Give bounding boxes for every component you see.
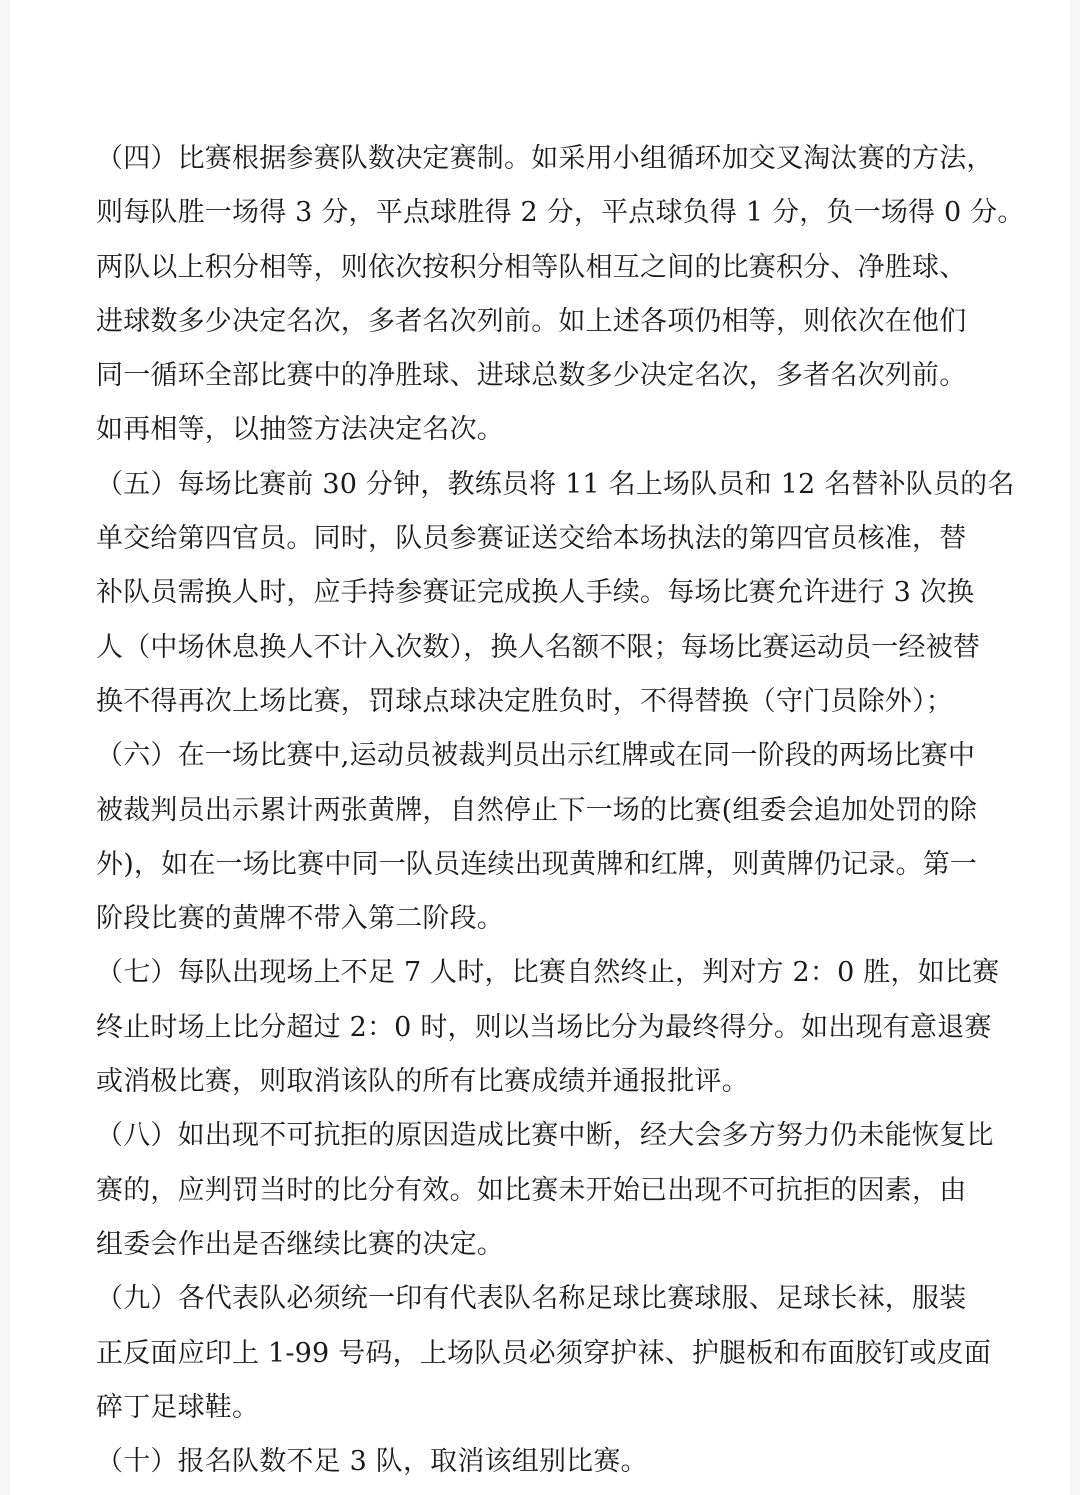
text-line: （八）如出现不可抗拒的原因造成比赛中断，经大会多方努力仍未能恢复比 (96, 1120, 994, 1152)
text-line: 同一循环全部比赛中的净胜球、进球总数多少决定名次，多者名次列前。 (96, 360, 967, 392)
text-line: 换不得再次上场比赛，罚球点球决定胜负时，不得替换（守门员除外）； (96, 685, 953, 717)
text-line: 单交给第四官员。同时，队员参赛证送交给本场执法的第四官员核准，替 (96, 523, 967, 555)
text-line: 则每队胜一场得 3 分，平点球胜得 2 分，平点球负得 1 分，负一场得 0 分。 (96, 197, 1025, 229)
text-line: 如再相等，以抽签方法决定名次。 (96, 414, 504, 446)
text-line: 组委会作出是否继续比赛的决定。 (96, 1228, 504, 1260)
text-line: 碎丁足球鞋。 (96, 1391, 260, 1423)
text-line: 终止时场上比分超过 2：0 时，则以当场比分为最终得分。如出现有意退赛 (96, 1011, 992, 1043)
document-page (10, 0, 1070, 1495)
text-line: （九）各代表队必须统一印有代表队名称足球比赛球服、足球长袜，服装 (96, 1283, 967, 1315)
text-line: 阶段比赛的黄牌不带入第二阶段。 (96, 903, 504, 935)
text-line: 被裁判员出示累计两张黄牌，自然停止下一场的比赛(组委会追加处罚的除 (96, 794, 978, 826)
text-line: 或消极比赛，则取消该队的所有比赛成绩并通报批评。 (96, 1066, 749, 1098)
text-line: 进球数多少决定名次，多者名次列前。如上述各项仍相等，则依次在他们 (96, 305, 967, 337)
text-line: （六）在一场比赛中,运动员被裁判员出示红牌或在同一阶段的两场比赛中 (96, 740, 976, 772)
text-line: （四）比赛根据参赛队数决定赛制。如采用小组循环加交叉淘汰赛的方法， (96, 143, 994, 174)
text-line: 外)，如在一场比赛中同一队员连续出现黄牌和红牌，则黄牌仍记录。第一 (96, 848, 978, 880)
text-line: （十）报名队数不足 3 队，取消该组别比赛。 (96, 1446, 648, 1478)
text-line: 正反面应印上 1-99 号码，上场队员必须穿护袜、护腿板和布面胶钉或皮面 (96, 1337, 992, 1369)
text-line: （五）每场比赛前 30 分钟，教练员将 11 名上场队员和 12 名替补队员的名 (96, 468, 1015, 500)
text-line: （七）每队出现场上不足 7 人时，比赛自然终止，判对方 2：0 胜，如比赛 (96, 957, 1000, 989)
text-line: 人（中场休息换人不计入次数），换人名额不限；每场比赛运动员一经被替 (96, 631, 981, 663)
text-line: 赛的，应判罚当时的比分有效。如比赛未开始已出现不可抗拒的因素，由 (96, 1174, 967, 1206)
text-line: 补队员需换人时，应手持参赛证完成换人手续。每场比赛允许进行 3 次换 (96, 577, 975, 609)
document-body (96, 132, 1025, 1489)
text-line: 两队以上积分相等，则依次按积分相等队相互之间的比赛积分、净胜球、 (96, 251, 967, 283)
